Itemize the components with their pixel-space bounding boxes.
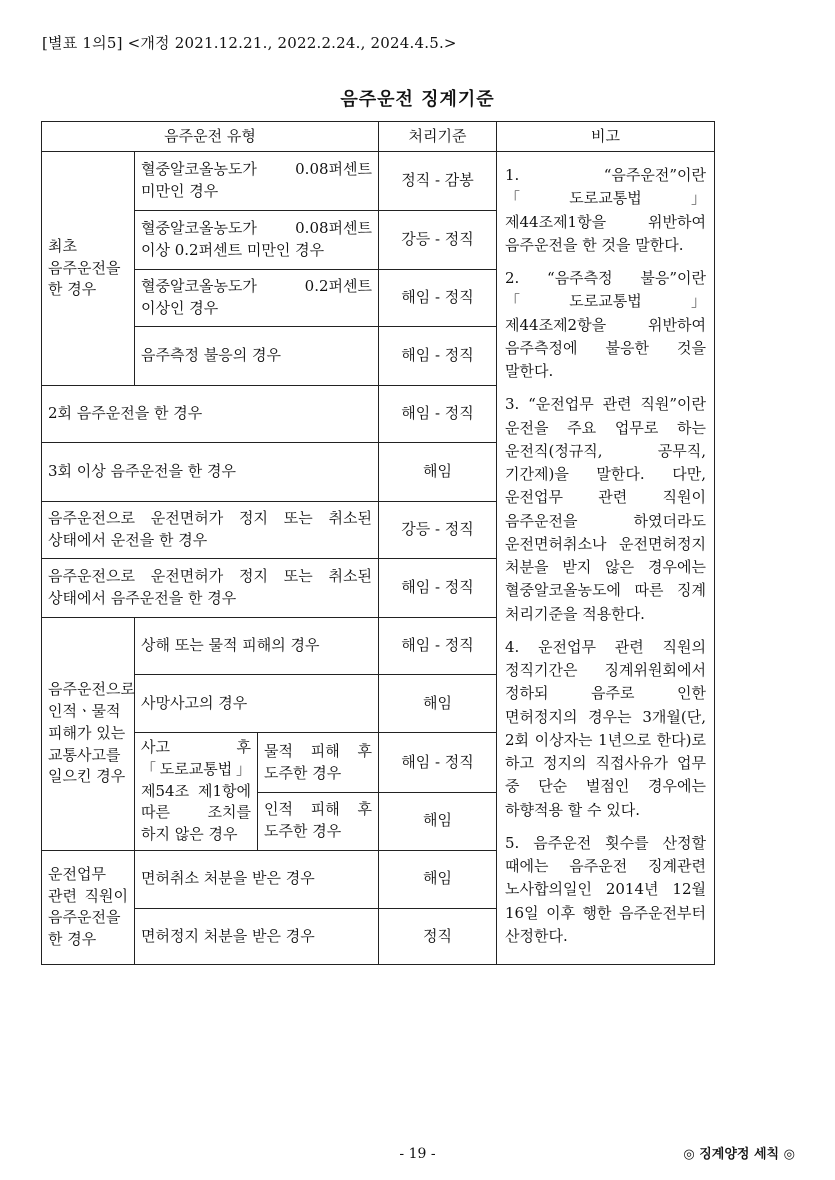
row-standard: 해임 [379, 443, 497, 502]
row-subgroup-hitrun: 사고 후 「도로교통법」제54조 제1항에 따른 조치를 하지 않은 경우 [135, 733, 258, 850]
row-group-accident: 음주운전으로 인적ㆍ물적 피해가 있는 교통사고를 일으킨 경우 [42, 618, 135, 851]
row-standard: 정직 - 감봉 [379, 152, 497, 211]
row-type: 면허취소 처분을 받은 경우 [135, 850, 379, 908]
page-number: - 19 - [399, 1146, 436, 1162]
row-type: 면허정지 처분을 받은 경우 [135, 909, 379, 965]
column-header-standard: 처리기준 [379, 122, 497, 152]
row-standard: 강등 - 정직 [379, 502, 497, 559]
discipline-table [41, 121, 715, 965]
row-type: 혈중알코올농도가 0.2퍼센트 이상인 경우 [135, 270, 379, 327]
remarks-cell [497, 152, 715, 965]
remark-2: 2. “음주측정 불응”이란 「도로교통법」 제44조제2항을 위반하여 음주측정에 불응한 것을 말한다. [505, 269, 706, 380]
row-standard: 해임 - 정직 [379, 618, 497, 675]
row-type: 혈중알코올농도가 0.08퍼센트 미만인 경우 [135, 152, 379, 211]
row-type: 사망사고의 경우 [135, 675, 379, 733]
page-title: 음주운전 징계기준 [340, 89, 495, 110]
row-type: 인적 피해 후 도주한 경우 [258, 792, 379, 850]
row-type: 상해 또는 물적 피해의 경우 [135, 618, 379, 675]
row-standard: 정직 [379, 909, 497, 965]
row-type: 물적 피해 후 도주한 경우 [258, 733, 379, 792]
remark-4: 4. 운전업무 관련 직원의 정직기간은 징계위원회에서 정하되 음주로 인한 면허정지의 경우는 3개월(단, 2회 이상자는 1년으로 한다)로 하고 정지의 직접사유가 업무 중 단순 벌점인 경우에는 하향적용 할 수 있다. [505, 637, 706, 819]
row-standard: 해임 [379, 675, 497, 733]
row-type: 음주운전으로 운전면허가 정지 또는 취소된 상태에서 운전을 한 경우 [42, 502, 379, 559]
row-standard: 해임 - 정직 [379, 270, 497, 327]
row-group-driver: 운전업무 관련 직원이 음주운전을 한 경우 [42, 850, 135, 964]
column-header-remarks: 비고 [497, 122, 715, 152]
row-type: 음주측정 불응의 경우 [135, 327, 379, 386]
row-standard: 해임 - 정직 [379, 733, 497, 792]
row-standard: 해임 - 정직 [379, 559, 497, 618]
row-standard: 해임 - 정직 [379, 327, 497, 386]
row-type: 2회 음주운전을 한 경우 [42, 386, 379, 443]
row-standard: 해임 - 정직 [379, 386, 497, 443]
remark-5: 5. 음주운전 횟수를 산정할 때에는 음주운전 징계관련 노사합의일인 2014년 12월 16일 이후 행한 음주운전부터 산정한다. [505, 833, 706, 945]
row-type: 3회 이상 음주운전을 한 경우 [42, 443, 379, 502]
row-standard: 해임 [379, 792, 497, 850]
row-standard: 해임 [379, 850, 497, 908]
row-type: 혈중알코올농도가 0.08퍼센트 이상 0.2퍼센트 미만인 경우 [135, 211, 379, 270]
row-group-first: 최초 음주운전을 한 경우 [42, 152, 135, 386]
remark-1: 1. “음주운전”이란 「도로교통법」 제44조제1항을 위반하여 음주운전을 한 것을 말한다. [505, 166, 706, 254]
row-standard: 강등 - 정직 [379, 211, 497, 270]
row-type: 음주운전으로 운전면허가 정지 또는 취소된 상태에서 음주운전을 한 경우 [42, 559, 379, 618]
document-header: [별표 1의5] <개정 2021.12.21., 2022.2.24., 2024.4.5.> [42, 34, 457, 52]
column-header-type: 음주운전 유형 [42, 122, 379, 152]
document-footer: ◎ 징계양정 세칙 ◎ [683, 1147, 795, 1162]
remark-3: 3. “운전업무 관련 직원”이란 운전을 주요 업무로 하는 운전직(정규직, 공무직, 기간제)을 말한다. 다만, 운전업무 관련 직원이 음주운전을 하였더라도 운전면허취소나 운전면허정지 처분을 받지 않은 경우에는 혈중알코올농도에 따른 징계 처리기준을 적용한다. [505, 395, 706, 623]
